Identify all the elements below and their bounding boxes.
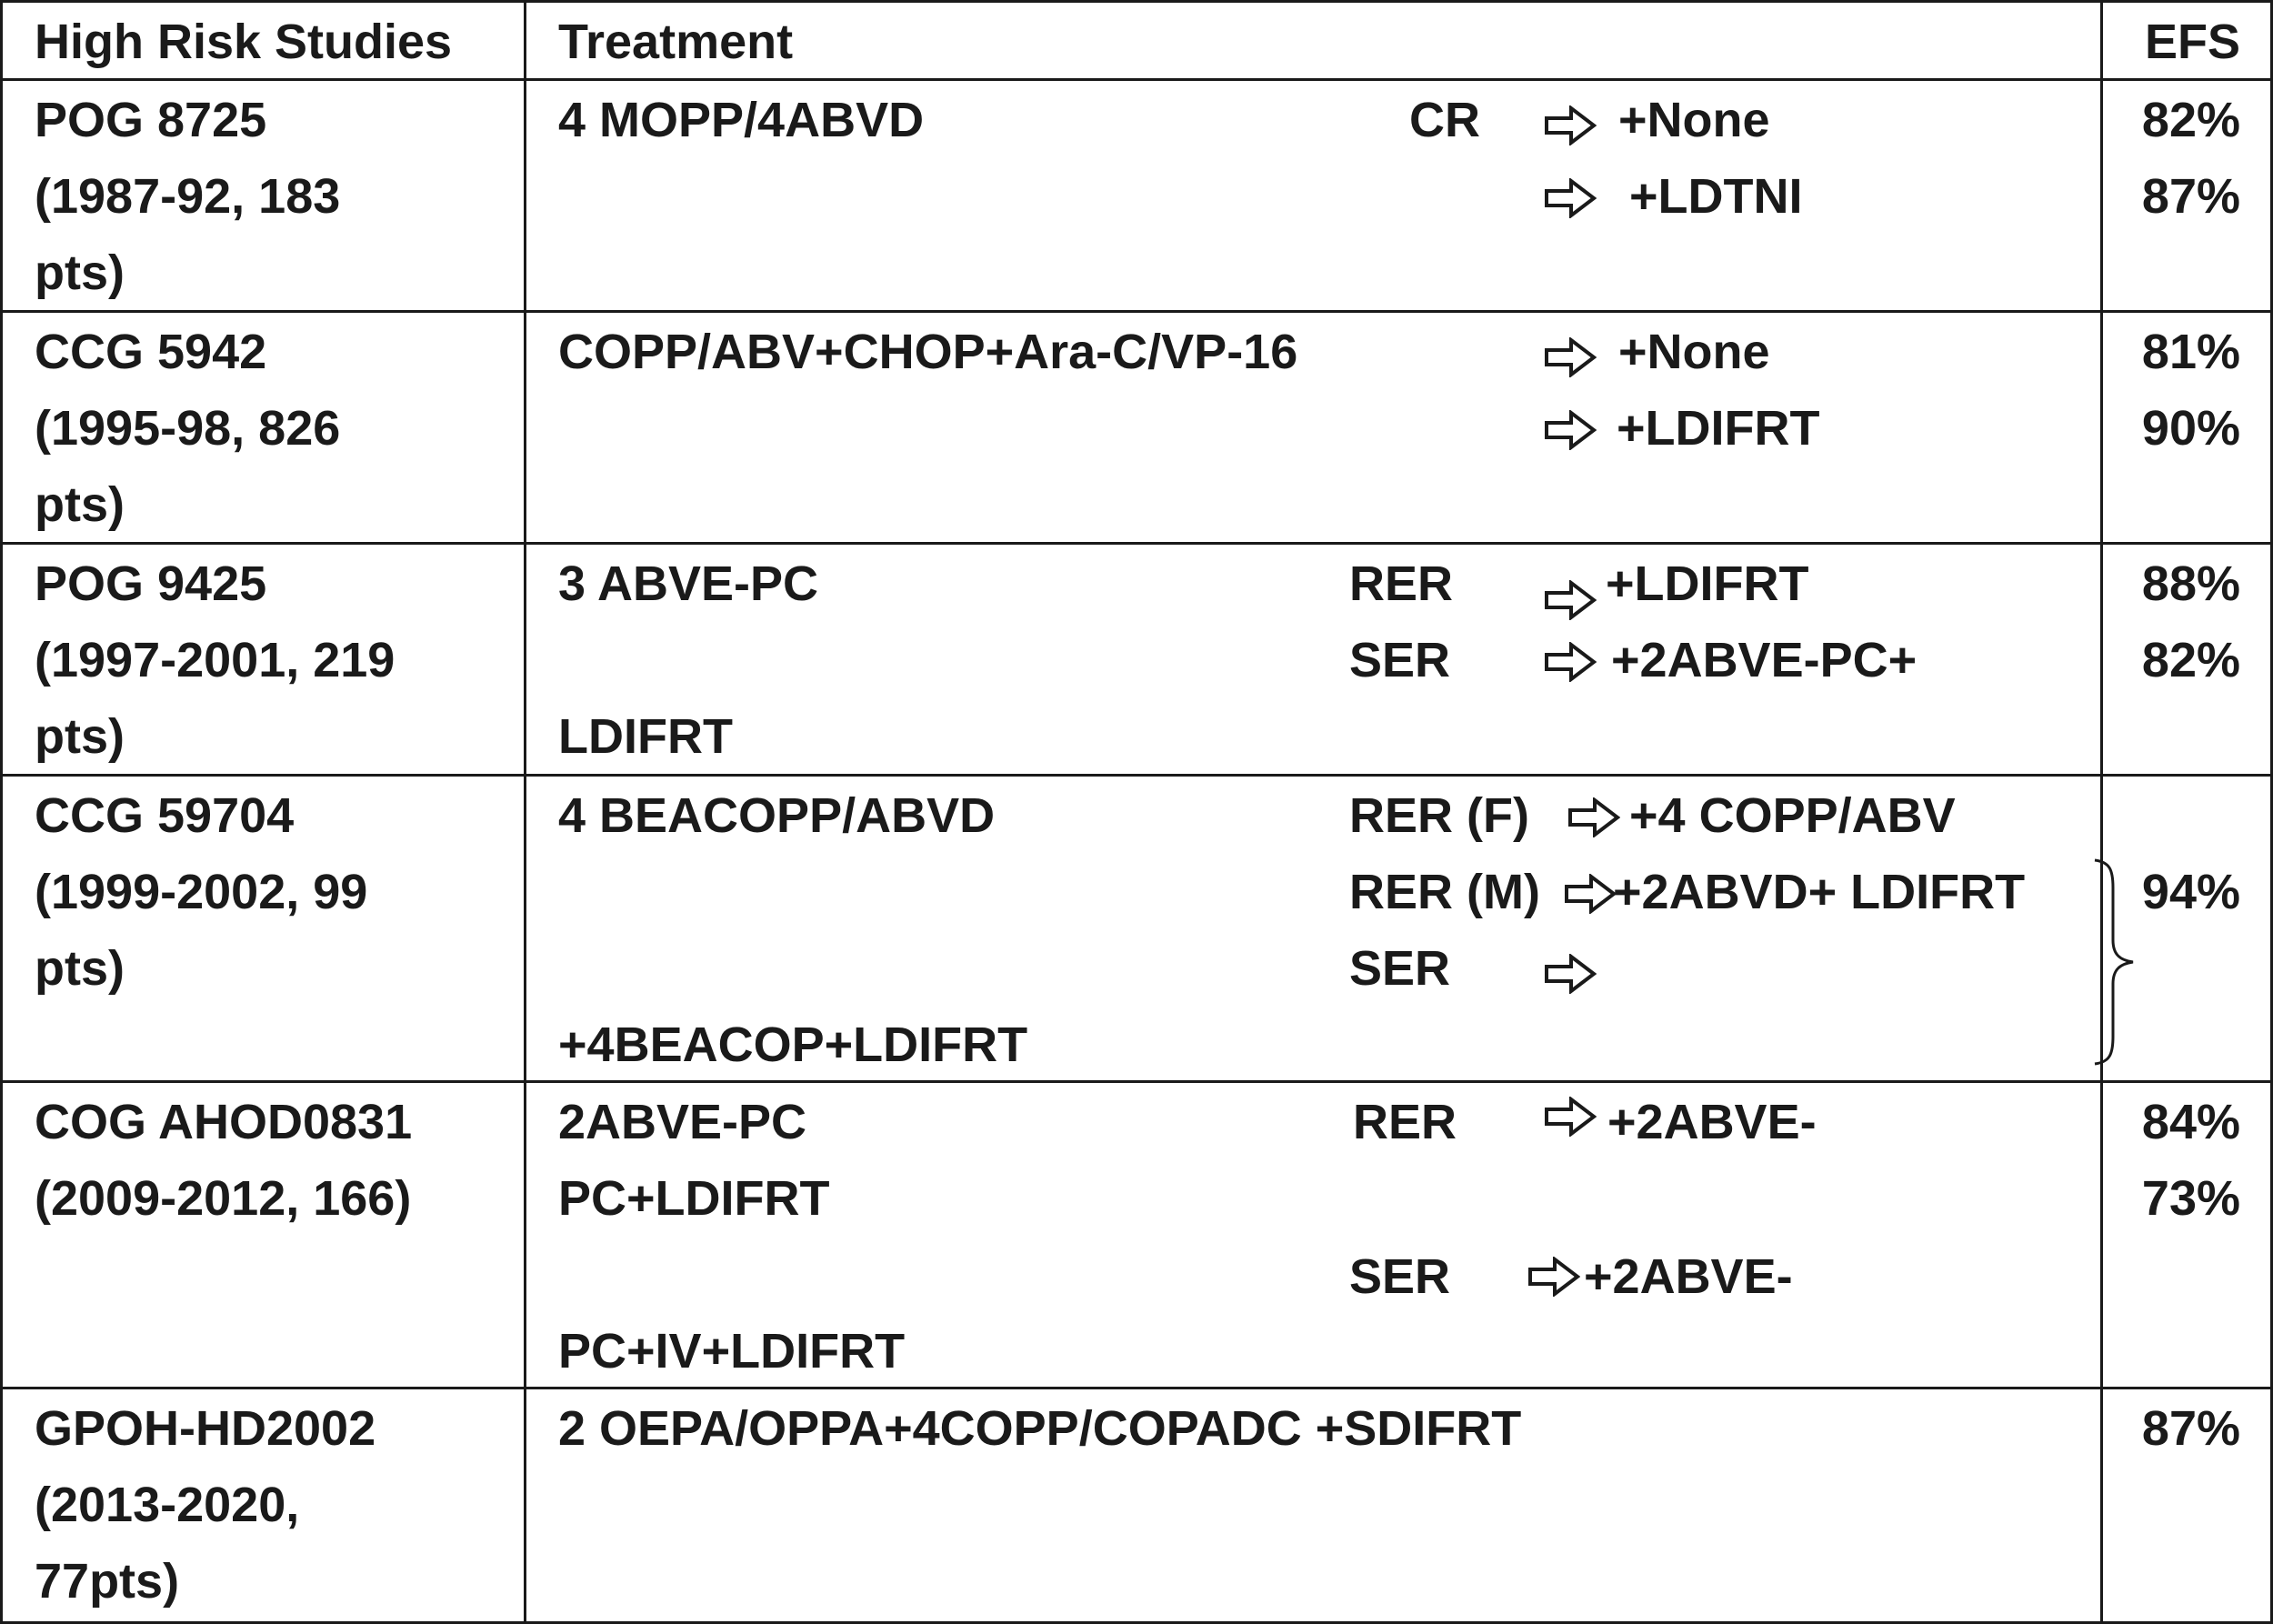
treatment-arm: +2ABVD+ LDIFRT bbox=[1613, 865, 2026, 919]
hollow-right-arrow-icon bbox=[1544, 178, 1597, 218]
treatment-arm: +4 COPP/ABV bbox=[1629, 788, 1956, 843]
study-name: POG 9425 bbox=[35, 556, 267, 611]
column-divider-treatment bbox=[2100, 0, 2103, 1624]
treatment-regimen: COPP/ABV+CHOP+Ara-C/VP-16 bbox=[558, 325, 1298, 379]
efs-value: 84% bbox=[2141, 1095, 2240, 1149]
table-border-top bbox=[0, 0, 2273, 3]
study-name: CCG 59704 bbox=[35, 788, 295, 843]
response-label: RER (M) bbox=[1349, 865, 1540, 919]
study-period: 77pts) bbox=[35, 1554, 180, 1609]
study-name: POG 8725 bbox=[35, 93, 267, 147]
row-divider bbox=[0, 774, 2273, 777]
header-study: High Risk Studies bbox=[35, 15, 453, 69]
hollow-right-arrow-icon bbox=[1544, 410, 1597, 450]
treatment-regimen: 2 OEPA/OPPA+4COPP/COPADC +SDIFRT bbox=[558, 1401, 1522, 1456]
table-border-left bbox=[0, 0, 3, 1624]
study-period: pts) bbox=[35, 477, 125, 532]
study-period: (1995-98, 826 bbox=[35, 401, 341, 456]
study-period: (2009-2012, 166) bbox=[35, 1171, 412, 1226]
row-divider bbox=[0, 310, 2273, 313]
hollow-right-arrow-icon bbox=[1544, 580, 1597, 620]
right-curly-brace-icon bbox=[2089, 857, 2144, 1068]
row-divider bbox=[0, 542, 2273, 545]
row-divider bbox=[0, 1080, 2273, 1083]
efs-value: 81% bbox=[2141, 325, 2240, 379]
study-name: GPOH-HD2002 bbox=[35, 1401, 376, 1456]
efs-value: 82% bbox=[2141, 633, 2240, 687]
hollow-right-arrow-icon bbox=[1544, 954, 1597, 994]
study-period: (1999-2002, 99 bbox=[35, 865, 368, 919]
study-period: pts) bbox=[35, 709, 125, 764]
efs-value: 94% bbox=[2141, 865, 2240, 919]
header-treatment: Treatment bbox=[558, 15, 794, 69]
treatment-regimen: 2ABVE-PC bbox=[558, 1095, 807, 1149]
hollow-right-arrow-icon bbox=[1544, 642, 1597, 682]
treatment-regimen: 3 ABVE-PC bbox=[558, 556, 819, 611]
treatment-continuation: LDIFRT bbox=[558, 709, 733, 764]
column-divider-study bbox=[524, 0, 526, 1624]
efs-value: 73% bbox=[2141, 1171, 2240, 1226]
hollow-right-arrow-icon bbox=[1567, 797, 1620, 837]
treatment-arm: +LDIFRT bbox=[1617, 401, 1820, 456]
study-name: COG AHOD0831 bbox=[35, 1095, 413, 1149]
hollow-right-arrow-icon bbox=[1544, 337, 1597, 377]
study-period: (2013-2020, bbox=[35, 1478, 300, 1532]
efs-value: 90% bbox=[2141, 401, 2240, 456]
treatment-arm: +LDIFRT bbox=[1606, 556, 1809, 611]
study-period: (1997-2001, 219 bbox=[35, 633, 396, 687]
row-divider bbox=[0, 1387, 2273, 1389]
efs-value: 87% bbox=[2141, 169, 2240, 224]
response-label: SER bbox=[1349, 1249, 1451, 1304]
treatment-arm: +2ABVE-PC+ bbox=[1611, 633, 1918, 687]
response-label: CR bbox=[1409, 93, 1480, 147]
treatment-continuation: PC+LDIFRT bbox=[558, 1171, 830, 1226]
response-label: SER bbox=[1349, 941, 1451, 996]
study-period: pts) bbox=[35, 246, 125, 300]
study-period: pts) bbox=[35, 941, 125, 996]
treatment-arm: +None bbox=[1618, 325, 1770, 379]
response-label: RER (F) bbox=[1349, 788, 1529, 843]
treatment-arm: +LDTNI bbox=[1629, 169, 1803, 224]
hollow-right-arrow-icon bbox=[1544, 105, 1597, 145]
hollow-right-arrow-icon bbox=[1564, 874, 1617, 914]
treatment-regimen: 4 MOPP/4ABVD bbox=[558, 93, 925, 147]
treatment-regimen: 4 BEACOPP/ABVD bbox=[558, 788, 996, 843]
header-efs: EFS bbox=[2144, 15, 2240, 69]
treatment-arm: +2ABVE- bbox=[1584, 1249, 1793, 1304]
response-label: RER bbox=[1353, 1095, 1457, 1149]
efs-value: 82% bbox=[2141, 93, 2240, 147]
study-name: CCG 5942 bbox=[35, 325, 267, 379]
treatment-continuation: PC+IV+LDIFRT bbox=[558, 1324, 906, 1378]
efs-value: 88% bbox=[2141, 556, 2240, 611]
treatment-continuation: +4BEACOP+LDIFRT bbox=[558, 1018, 1028, 1072]
response-label: SER bbox=[1349, 633, 1451, 687]
treatment-arm: +None bbox=[1618, 93, 1770, 147]
treatment-arm: +2ABVE- bbox=[1607, 1095, 1817, 1149]
hollow-right-arrow-icon bbox=[1544, 1097, 1597, 1137]
response-label: RER bbox=[1349, 556, 1454, 611]
hollow-right-arrow-icon bbox=[1527, 1257, 1580, 1297]
study-period: (1987-92, 183 bbox=[35, 169, 341, 224]
efs-value: 87% bbox=[2141, 1401, 2240, 1456]
